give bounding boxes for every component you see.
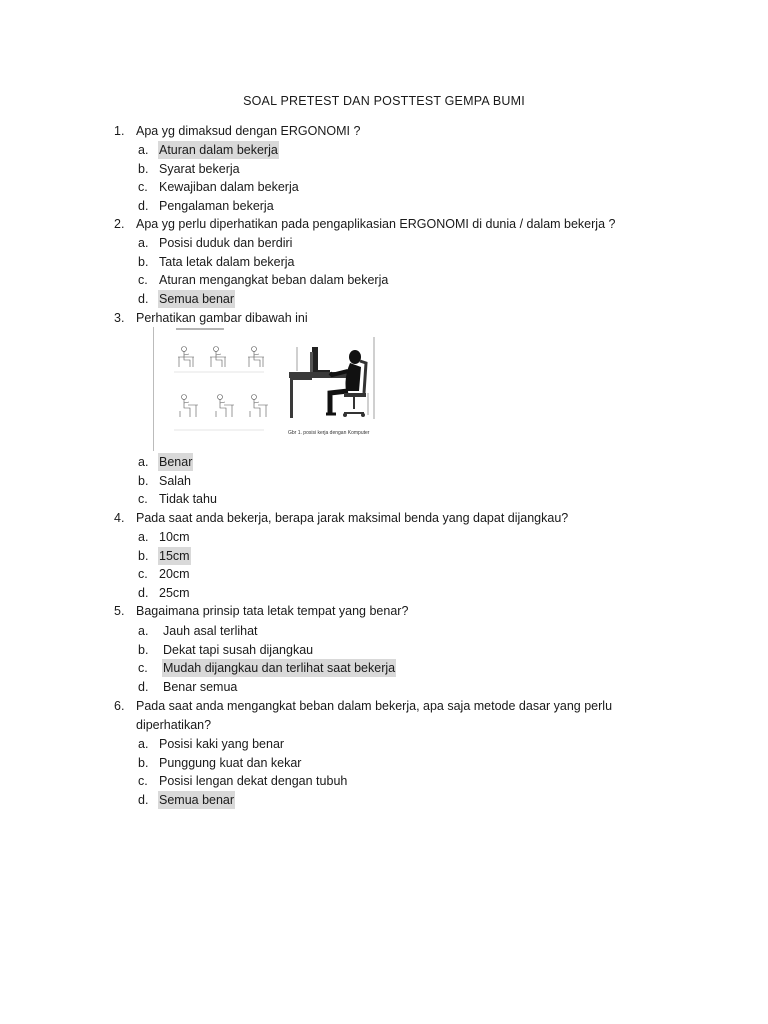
option-letter: c.: [138, 180, 148, 195]
option-letter: d.: [138, 199, 149, 214]
option-text: Jauh asal terlihat: [163, 624, 258, 638]
question-number: 2.: [114, 217, 125, 231]
option-letter: a.: [138, 624, 149, 638]
question-text: Apa yg dimaksud dengan ERGONOMI ?: [136, 124, 361, 138]
option-text: Kewajiban dalam bekerja: [159, 180, 299, 195]
option-letter: c.: [138, 273, 148, 288]
option-text: Syarat bekerja: [159, 161, 240, 176]
option-text-highlighted: Semua benar: [159, 292, 235, 307]
option-text-highlighted: Benar: [159, 455, 193, 469]
question-number: 1.: [114, 124, 125, 138]
question-text: Apa yg perlu diperhatikan pada pengaplikasian ERGONOMI di dunia / dalam bekerja ?: [136, 217, 616, 231]
option-letter: b.: [138, 161, 149, 176]
computer-worker-illustration: [289, 337, 374, 419]
option-letter: c.: [138, 774, 148, 789]
option-text-highlighted: Mudah dijangkau dan terlihat saat bekerja: [163, 661, 396, 676]
option-text-highlighted: Aturan dalam bekerja: [159, 143, 278, 157]
option-text: Tata letak dalam bekerja: [159, 254, 295, 269]
ergonomics-illustration: [154, 327, 386, 451]
question-number: 6.: [114, 699, 125, 713]
figure-caption: Gbr 1. posisi kerja dengan Komputer: [288, 430, 370, 436]
posture-sketches: [174, 329, 268, 430]
option-letter: a.: [138, 455, 149, 469]
option-text: Posisi kaki yang benar: [159, 737, 285, 751]
option-letter: d.: [138, 793, 149, 808]
option-text: Posisi duduk dan berdiri: [159, 236, 293, 250]
option-letter: b.: [138, 473, 149, 488]
option-text: Pengalaman bekerja: [159, 199, 274, 214]
option-letter: c.: [138, 567, 148, 582]
option-text: Dekat tapi susah dijangkau: [163, 642, 314, 657]
option-letter: b.: [138, 254, 149, 269]
question-text: Bagaimana prinsip tata letak tempat yang benar?: [136, 604, 409, 618]
option-letter: b.: [138, 642, 149, 657]
option-text: 25cm: [159, 586, 190, 601]
question-number: 3.: [114, 311, 125, 325]
option-letter: b.: [138, 548, 149, 563]
option-letter: c.: [138, 661, 148, 676]
option-text-highlighted: Semua benar: [159, 793, 235, 808]
option-letter: b.: [138, 755, 149, 770]
option-letter: a.: [138, 530, 149, 544]
option-text: 20cm: [159, 567, 190, 582]
option-text: 10cm: [159, 530, 190, 544]
option-letter: a.: [138, 737, 149, 751]
option-text-highlighted: 15cm: [159, 548, 190, 563]
option-letter: c.: [138, 492, 148, 507]
ergonomics-figure: [153, 327, 386, 451]
option-letter: d.: [138, 586, 149, 601]
option-text: Tidak tahu: [159, 492, 217, 507]
option-letter: a.: [138, 236, 149, 250]
option-letter: d.: [138, 292, 149, 307]
question-text: Perhatikan gambar dibawah ini: [136, 311, 308, 325]
question-number: 4.: [114, 511, 125, 525]
option-text: Aturan mengangkat beban dalam bekerja: [159, 273, 389, 288]
document-title: SOAL PRETEST DAN POSTTEST GEMPA BUMI: [243, 94, 525, 108]
option-text: Posisi lengan dekat dengan tubuh: [159, 774, 348, 789]
option-letter: a.: [138, 143, 149, 157]
question-number: 5.: [114, 604, 125, 618]
option-text: Benar semua: [163, 680, 238, 695]
option-text: Punggung kuat dan kekar: [159, 755, 302, 770]
option-letter: d.: [138, 680, 149, 695]
option-text: Salah: [159, 473, 191, 488]
question-text: Pada saat anda bekerja, berapa jarak maksimal benda yang dapat dijangkau?: [136, 511, 569, 525]
question-text: Pada saat anda mengangkat beban dalam bekerja, apa saja metode dasar yang perlu diperhatikan?: [136, 699, 613, 732]
